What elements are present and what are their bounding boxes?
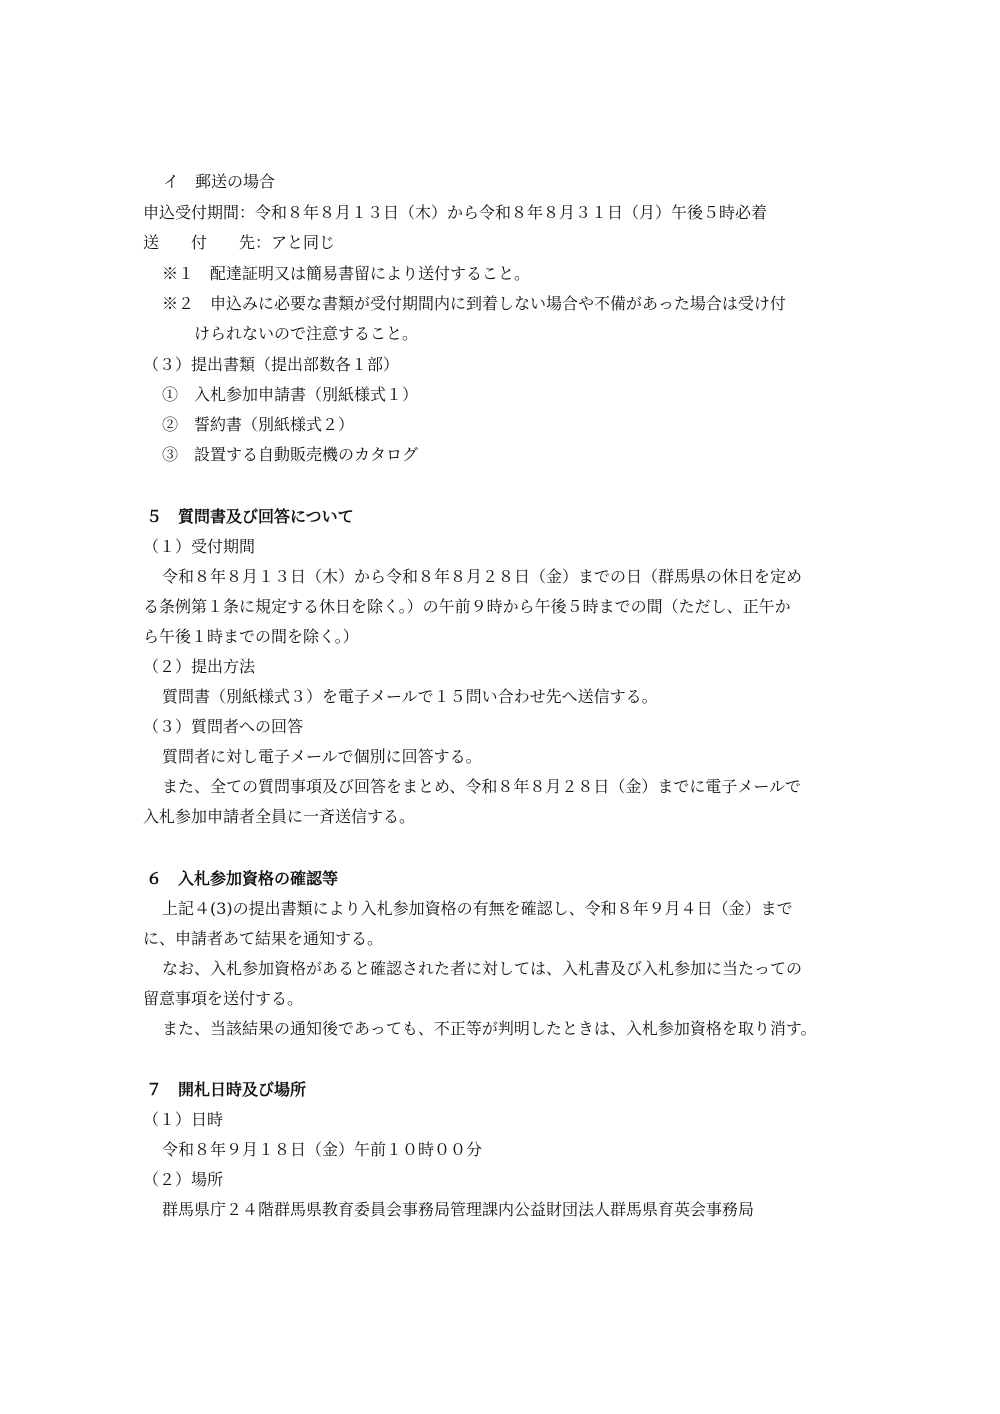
section-5-sub-1: （１）受付期間 — [143, 537, 256, 556]
section-7-sub-2: （２）場所 — [143, 1170, 224, 1189]
section-6-para-1-line-2: に、申請者あて結果を通知する。 — [143, 929, 384, 948]
section-6-para-1-line-1: 上記４(3)の提出書類により入札参加資格の有無を確認し、令和８年９月４日（金）まで — [162, 899, 793, 918]
section-6-para-3: また、当該結果の通知後であっても、不正等が判明したときは、入札参加資格を取り消す。 — [162, 1019, 817, 1038]
section-5-para-3: 質問者に対し電子メールで個別に回答する。 — [162, 747, 482, 766]
opening-place: 群馬県庁２４階群馬県教育委員会事務局管理課内公益財団法人群馬県育英会事務局 — [162, 1200, 755, 1219]
section-6-para-2-line-2: 留意事項を送付する。 — [143, 989, 304, 1008]
section-5-para-4-line-1: また、全ての質問事項及び回答をまとめ、令和８年８月２８日（金）までに電子メールで — [162, 777, 802, 796]
destination-line: 送 付 先：アと同じ — [143, 233, 336, 252]
mail-subheading: イ 郵送の場合 — [163, 172, 276, 191]
section-5-sub-3: （３）質問者への回答 — [143, 717, 304, 736]
application-period-line: 申込受付期間：令和８年８月１３日（木）から令和８年８月３１日（月）午後５時必着 — [143, 203, 768, 222]
doc-item-2: ② 誓約書（別紙様式２） — [162, 415, 355, 434]
opening-datetime: 令和８年９月１８日（金）午前１０時００分 — [162, 1140, 483, 1159]
note-2-line-1: ※２ 申込みに必要な書類が受付期間内に到着しない場合や不備があった場合は受け付 — [162, 294, 786, 313]
note-1: ※１ 配達証明又は簡易書留により送付すること。 — [162, 264, 531, 283]
doc-item-3: ③ 設置する自動販売機のカタログ — [162, 445, 419, 464]
submission-docs-heading: （３）提出書類（提出部数各１部） — [143, 355, 400, 374]
section-5-para-1-line-1: 令和８年８月１３日（木）から令和８年８月２８日（金）までの日（群馬県の休日を定め — [162, 567, 803, 586]
section-6-para-2-line-1: なお、入札参加資格があると確認された者に対しては、入札書及び入札参加に当たっての — [162, 959, 803, 978]
section-7-heading: ７ 開札日時及び場所 — [146, 1080, 307, 1099]
section-7-sub-1: （１）日時 — [143, 1110, 224, 1129]
note-2-line-2: けられないので注意すること。 — [194, 324, 419, 343]
section-5-sub-2: （２）提出方法 — [143, 657, 256, 676]
section-5-heading: ５ 質問書及び回答について — [146, 507, 354, 526]
doc-item-1: ① 入札参加申請書（別紙様式１） — [162, 385, 419, 404]
section-5-para-1-line-2: る条例第１条に規定する休日を除く。）の午前９時から午後５時までの間（ただし、正午か — [143, 597, 791, 616]
section-6-heading: ６ 入札参加資格の確認等 — [146, 869, 339, 888]
section-5-para-1-line-3: ら午後１時までの間を除く。） — [143, 627, 359, 646]
section-5-para-2: 質問書（別紙様式３）を電子メールで１５問い合わせ先へ送信する。 — [162, 687, 658, 706]
section-5-para-4-line-2: 入札参加申請者全員に一斉送信する。 — [143, 807, 416, 826]
